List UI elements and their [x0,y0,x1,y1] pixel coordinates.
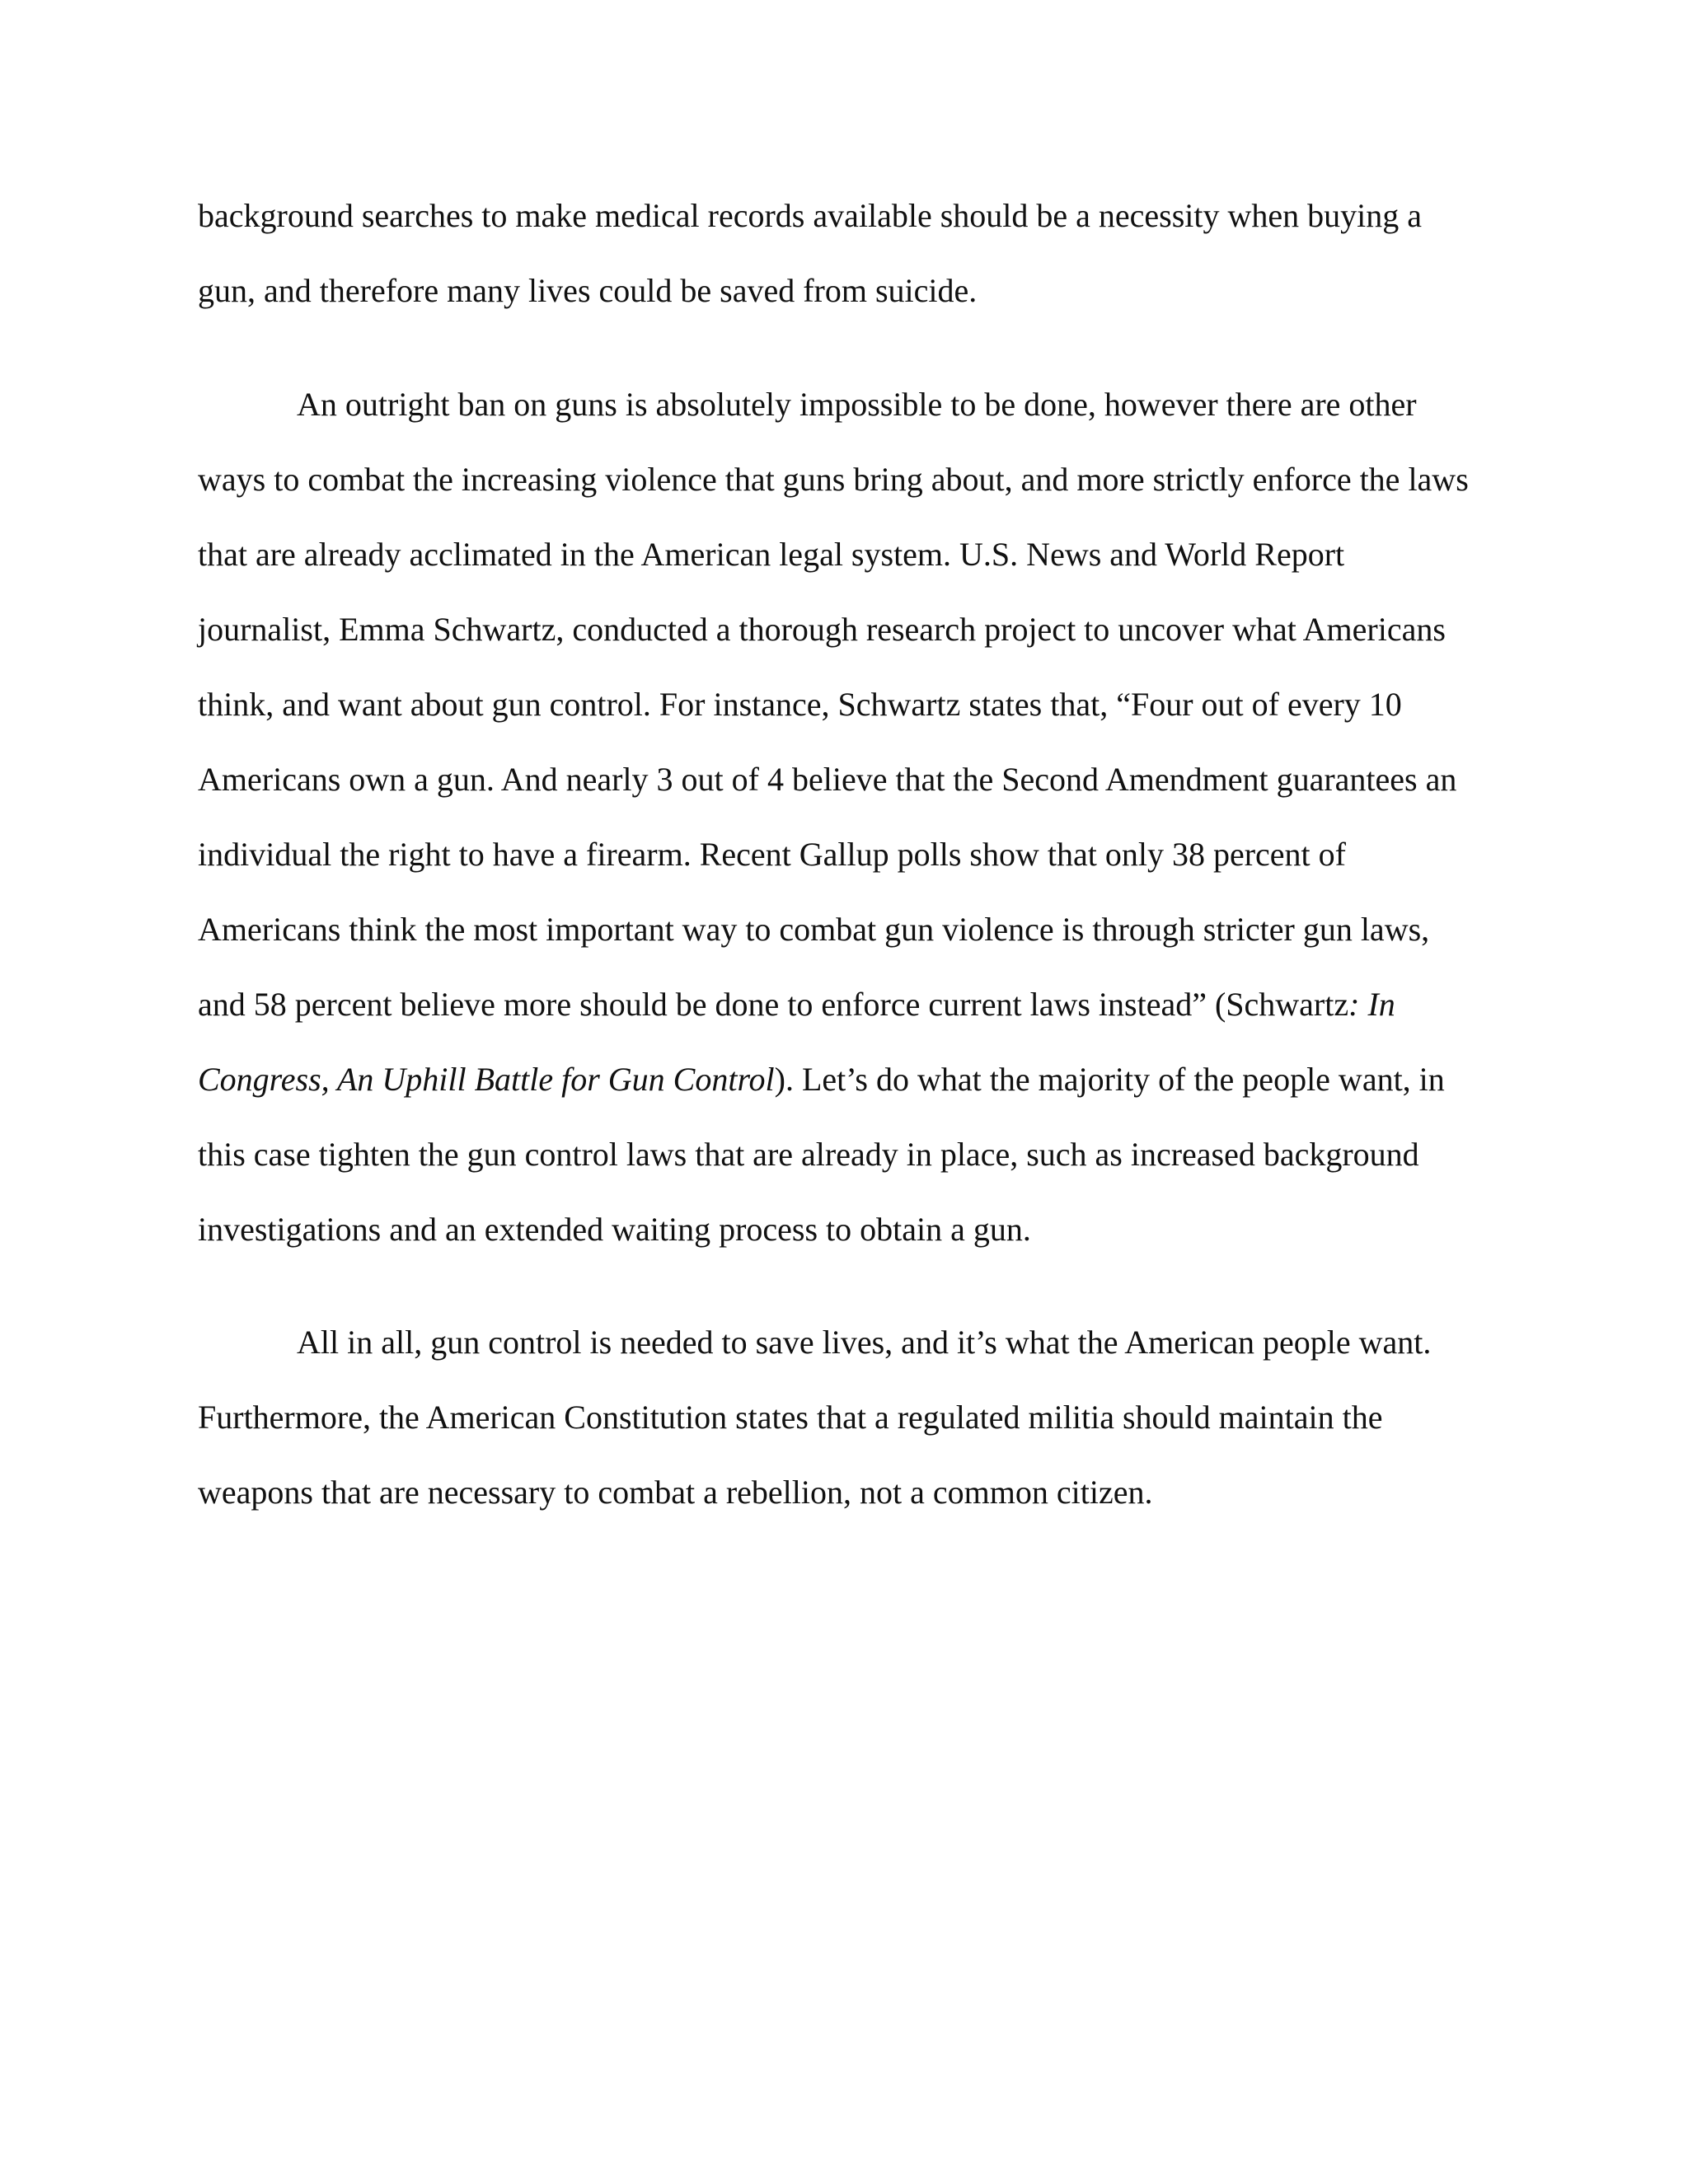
paragraph-2-line-8: Americans think the most important way to combat gun violence is through stricter gun laws, [198,911,1430,948]
paragraph-3-line-2: Furthermore, the American Constitution states that a regulated militia should maintain the [198,1399,1383,1436]
paragraph-2-line-7: individual the right to have a firearm. Recent Gallup polls show that only 38 percent of [198,836,1346,873]
paragraph-3-line-1: All in all, gun control is needed to save lives, and it’s what the American people want. [297,1324,1432,1361]
paragraph-2-line-3: that are already acclimated in the American legal system. U.S. News and World Report [198,536,1345,573]
paragraph-1-line-1: background searches to make medical records available should be a necessity when buying a [198,197,1423,234]
paragraph-2-line-9 [198,985,1395,1024]
paragraph-1-line-2: gun, and therefore many lives could be saved from suicide. [198,272,978,309]
paragraph-3-line-3: weapons that are necessary to combat a rebellion, not a common citizen. [198,1474,1153,1511]
paragraph-2-line-5: think, and want about gun control. For instance, Schwartz states that, “Four out of every 10 [198,686,1402,723]
paragraph-2-line-6: Americans own a gun. And nearly 3 out of 4 believe that the Second Amendment guarantees an [198,761,1457,798]
paragraph-2-line-4: journalist, Emma Schwartz, conducted a thorough research project to uncover what Americans [198,611,1446,648]
paragraph-2-line-11: this case tighten the gun control laws that are already in place, such as increased background [198,1136,1419,1173]
paragraph-2-line-2: ways to combat the increasing violence that guns bring about, and more strictly enforce the laws [198,461,1469,498]
paragraph-2-line-1: An outright ban on guns is absolutely impossible to be done, however there are other [297,386,1417,423]
paragraph-2-line-10 [198,1060,1445,1099]
citation-title-italic: Congress, An Uphill Battle for Gun Control [198,1061,775,1098]
citation-trailing-text: ). Let’s do what the majority of the people want, in [774,1061,1445,1098]
citation-title-italic-start: : In [1348,986,1395,1023]
citation-lead-text: and 58 percent believe more should be done to enforce current laws instead” (Schwartz [198,986,1349,1023]
paragraph-2-line-12: investigations and an extended waiting process to obtain a gun. [198,1211,1031,1248]
